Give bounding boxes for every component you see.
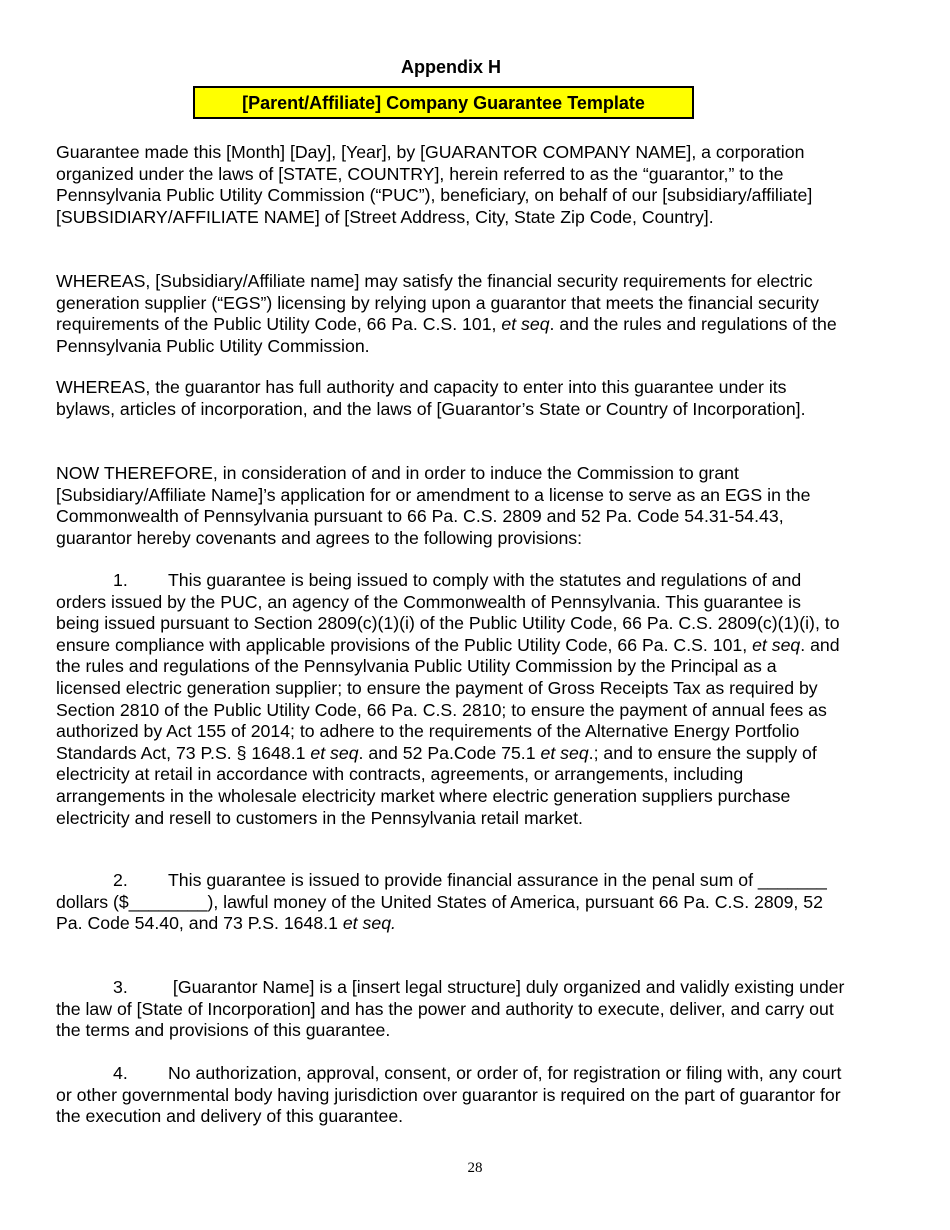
paragraph-whereas-1: WHEREAS, [Subsidiary/Affiliate name] may satisfy the financial security requirements for electric generation supplier (“EGS”) licensing by relying upon a guarantor that meets the financial security requirements of the Public Utility Code, 66 Pa. C.S. 101, et seq. and the rules and regulations of the Pennsylvania Public Utility Commission. <box>56 271 837 356</box>
provision-number: 1. <box>113 570 128 590</box>
page-number: 28 <box>467 1160 483 1176</box>
template-title-banner: [Parent/Affiliate] Company Guarantee Template <box>193 86 694 119</box>
provision-number: 2. <box>113 870 128 890</box>
provision-4: 4. No authorization, approval, consent, or order of, for registration or filing with, any court or other governmental body having jurisdiction over guarantor is required on the part of guarantor for the execution and delivery of this guarantee. <box>56 1063 842 1127</box>
provision-number: 4. <box>113 1063 128 1083</box>
provision-number: 3. <box>113 977 128 997</box>
provision-3: 3. [Guarantor Name] is a [insert legal structure] duly organized and validly existing under the law of [State of Incorporation] and has the power and authority to execute, deliver, and carry out the terms and provisions of this guarantee. <box>56 977 845 1041</box>
paragraph-whereas-2: WHEREAS, the guarantor has full authority and capacity to enter into this guarantee under its bylaws, articles of incorporation, and the laws of [Guarantor’s State or Country of Incorporation]. <box>56 377 806 419</box>
paragraph-now-therefore: NOW THEREFORE, in consideration of and in order to induce the Commission to grant [Subsidiary/Affiliate Name]’s application for or amendment to a license to serve as an EGS in the Commonwealth of Pennsylvania pursuant to 66 Pa. C.S. 2809 and 52 Pa. Code 54.31-54.43, guarantor hereby covenants and agrees to the following provisions: <box>56 463 811 548</box>
paragraph-intro: Guarantee made this [Month] [Day], [Year], by [GUARANTOR COMPANY NAME], a corporation organized under the laws of [STATE, COUNTRY], herein referred to as the “guarantor,” to the Pennsylvania Public Utility Commission (“PUC”), beneficiary, on behalf of our [subsidiary/affiliate] [SUBSIDIARY/AFFILIATE NAME] of [Street Address, City, State Zip Code, Country]. <box>56 142 813 227</box>
appendix-heading: Appendix H <box>400 57 501 77</box>
provision-1: 1. This guarantee is being issued to comply with the statutes and regulations of and orders issued by the PUC, an agency of the Commonwealth of Pennsylvania. This guarantee is being issued pursuant to Section 2809(c)(1)(i) of the Public Utility Code, 66 Pa. C.S. 2809(c)(1)(i), to ensure compliance with applicable provisions of the Public Utility Code, 66 Pa. C.S. 101, et seq. and the rules and regulations of the Pennsylvania Public Utility Commission by the Principal as a licensed electric generation supplier; to ensure the payment of Gross Receipts Tax as required by Section 2810 of the Public Utility Code, 66 Pa. C.S. 2810; to ensure the payment of annual fees as authorized by Act 155 of 2014; to adhere to the requirements of the Alternative Energy Portfolio Standards Act, 73 P.S. § 1648.1 et seq. and 52 Pa.Code 75.1 et seq.; and to ensure the supply of electricity at retail in accordance with contracts, agreements, or arrangements, including arrangements in the wholesale electricity market where electric generation suppliers purchase electricity and resell to customers in the Pennsylvania retail market. <box>56 570 840 828</box>
provision-2: 2. This guarantee is issued to provide financial assurance in the penal sum of _______ dollars ($________), lawful money of the United States of America, pursuant 66 Pa. C.S. 2809, 52 Pa. Code 54.40, and 73 P.S. 1648.1 et seq. <box>56 870 827 934</box>
